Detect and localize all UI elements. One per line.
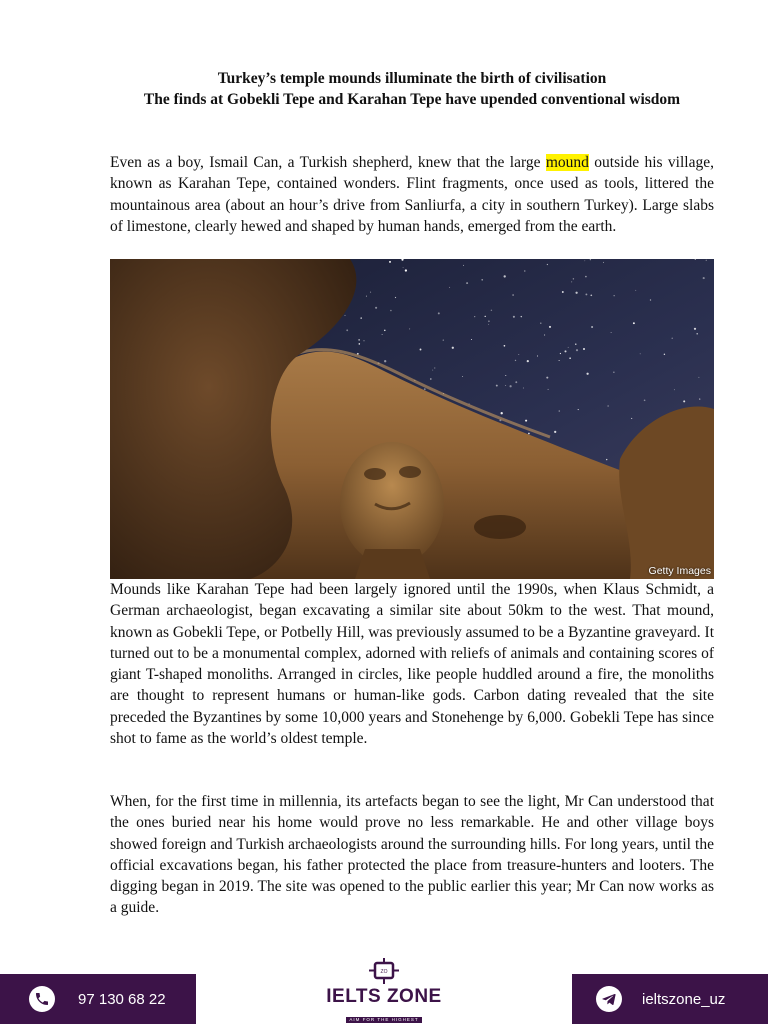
star [363,340,364,341]
star [515,360,516,361]
star [496,385,498,387]
photo-karahan-tepe-night [110,259,714,579]
star [512,294,514,296]
star [524,270,525,271]
star [650,299,651,300]
ielts-zone-logo [310,958,458,1022]
star [560,353,561,354]
star [358,339,359,340]
star [409,328,410,329]
star [606,459,607,460]
telegram-handle: ieltszone_uz [642,990,726,1008]
star [370,292,371,293]
star [683,400,685,402]
star [359,343,361,345]
star [548,389,549,390]
star [505,385,506,386]
star [674,389,675,390]
star [466,282,468,284]
photo-credit: Getty Images [648,565,711,577]
highlighted-word: mound [545,154,589,171]
star [345,315,346,316]
star [515,381,517,383]
star [420,349,422,351]
star [664,354,665,355]
star [640,353,641,354]
star [504,345,506,347]
phone-icon [29,986,55,1012]
star [452,347,454,349]
star [540,323,541,324]
star [366,296,367,297]
star [590,259,591,260]
star [513,316,515,318]
star [571,281,572,282]
star [505,375,506,376]
article-photo [110,259,714,579]
star [644,399,646,401]
star [389,261,391,263]
star [635,290,636,291]
star [485,316,486,317]
phone-contact[interactable] [0,974,196,1024]
phone-number: 97 130 68 22 [78,990,166,1008]
star [562,291,564,293]
star [706,260,707,261]
star [603,262,604,263]
star [430,378,432,380]
paragraph-1-end: outside his village, known as Karahan Tepe, contained wonders. Flint fragments, once used as tools, littered the mountainous area (about an hour’s drive from Sanliurfa, a city in southern Turkey). Large slabs of limestone, clearly hewed and shaped by human hands, emerged from the earth. [110,154,714,235]
star [631,418,632,419]
star [346,329,348,331]
paragraph-2: Mounds like Karahan Tepe had been largely ignored until the 1990s, when Klaus Schmidt, a German archaeologist, began excavating a similar site about 50km to the west. That mound, known as Gobekli Tepe, or Potbelly Hill, was previously assumed to be a Byzantine graveyard. It turned out to be a monumental complex, adorned with reliefs of animals and containing scores of giant T-shaped monoliths. Arranged in circles, like people huddled around a fire, the monoliths are thought to represent humans or human-like gods. Carbon dating revealed that the site preceded the Byzantines by some 10,000 years and Stonehenge by 6,000. Gobekli Tepe has since shot to fame as the world’s oldest temple. [110,581,714,748]
star [703,277,705,279]
star [521,316,522,317]
star [525,420,527,422]
telegram-contact[interactable] [572,974,768,1024]
paragraph-1 [110,152,714,237]
star [547,264,548,265]
star [578,409,579,410]
star [699,398,700,399]
star [568,347,569,348]
star [564,350,566,352]
star [554,431,556,433]
star [405,269,407,271]
star [390,310,392,312]
logo-name: IELTS ZONE [326,986,442,1007]
star [375,307,377,309]
star [694,328,696,330]
star [488,320,490,322]
star [559,360,560,361]
star [384,360,386,362]
star [474,316,475,317]
star [471,339,472,340]
star [432,370,433,371]
logo-mark-icon [369,958,399,984]
star [573,278,574,279]
star [463,265,464,266]
star [424,388,426,390]
star [537,356,538,357]
star [449,287,450,288]
paragraph-1-start: Even as a boy, Ismail Can, a Turkish shepherd, knew that the large [110,154,546,171]
star [382,334,383,335]
star [575,344,576,345]
star [523,388,524,389]
star [696,333,698,335]
logo-tagline: AIM FOR THE HIGHEST [346,1017,421,1023]
star [584,260,585,261]
telegram-icon [596,986,622,1012]
star [559,410,561,412]
star [481,279,483,281]
star [509,385,511,387]
star [518,354,519,355]
star [698,377,699,378]
star [546,377,548,379]
star [607,405,608,406]
article-subtitle: The finds at Gobekli Tepe and Karahan Tepe have upended conventional wisdom [143,91,681,108]
star [585,293,587,295]
star [528,433,530,435]
star [395,297,396,298]
star [403,267,404,268]
logo-badge-text: ZO [380,969,388,975]
star [438,312,440,314]
star [360,317,362,319]
star [501,412,503,414]
star [611,332,612,333]
star [585,276,587,278]
paragraph-3: When, for the first time in millennia, its artefacts began to see the light, Mr Can understood that the ones buried near his home would prove no less remarkable. He and other village boys showed foreign and Turkish archaeologists around the surrounding hills. For long years, until the official excavations began, his father protected the place from treasure-hunters and looters. The digging began in 2019. The site was opened to the public earlier this year; Mr Can now works as a guide. [110,793,714,917]
star [491,310,492,311]
star [590,294,592,296]
star [544,334,545,335]
star [613,372,614,373]
star [384,330,385,331]
star [633,322,635,324]
star [488,324,489,325]
star [549,326,551,328]
star [504,275,506,277]
star [527,360,529,362]
article-heading [110,68,714,110]
star [569,357,571,359]
star [462,376,463,377]
star [576,349,578,351]
star [434,368,435,369]
star [614,295,615,296]
star [591,326,593,328]
star [672,338,673,339]
star [586,373,588,375]
star [583,348,585,350]
star [443,339,444,340]
article-title: Turkey’s temple mounds illuminate the birth of civilisation [217,70,607,87]
star [575,292,577,294]
